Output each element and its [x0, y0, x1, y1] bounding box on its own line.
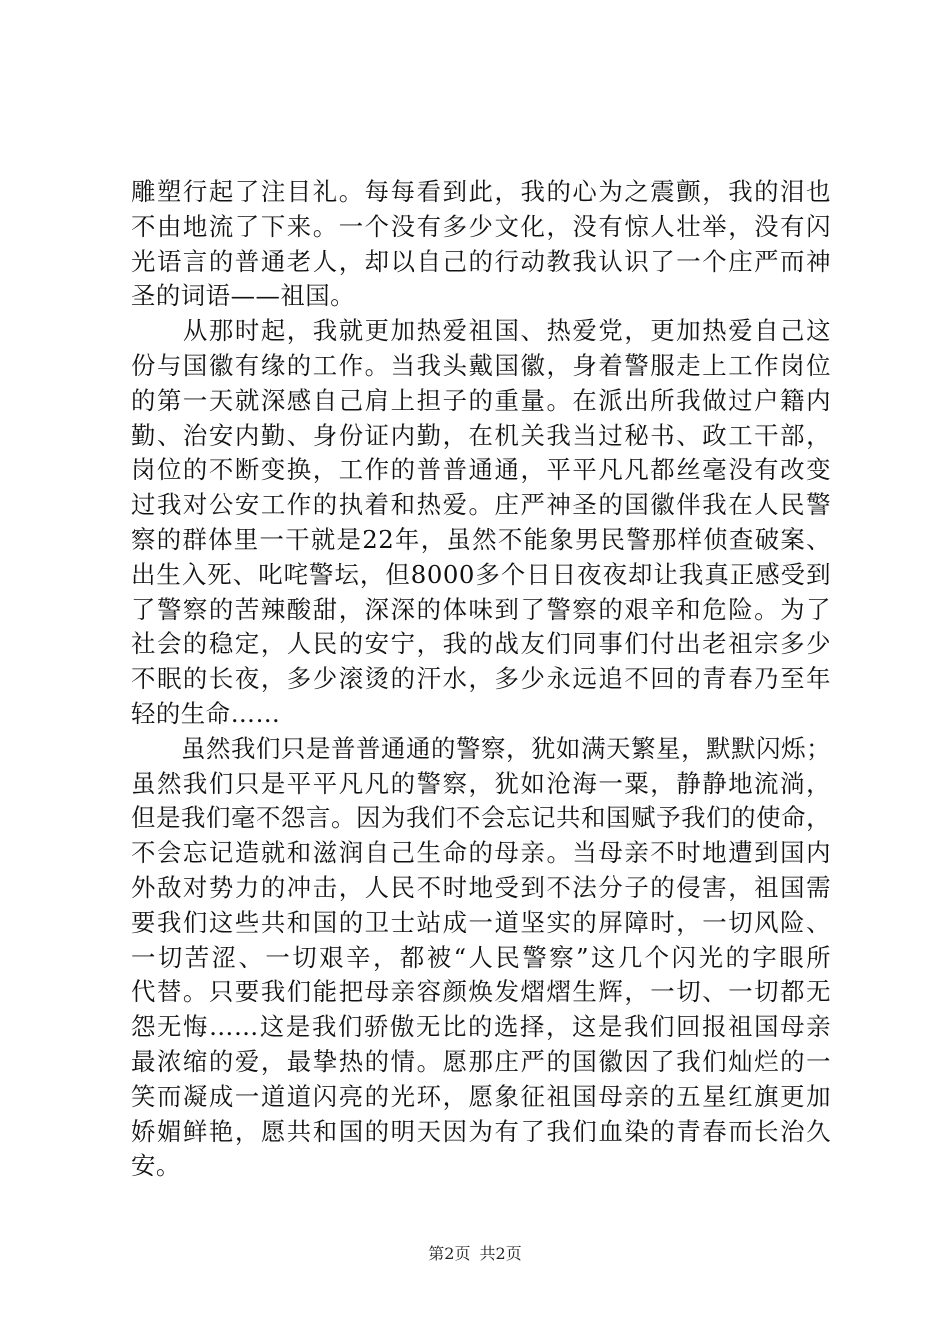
text-line: 从那时起，我就更加热爱祖国、热爱党，更加热爱自己这 — [131, 316, 831, 346]
page-number: 第2页 — [428, 1244, 471, 1263]
page-footer — [0, 1243, 950, 1265]
text-line: 岗位的不断变换，工作的普普通通，平平凡凡都丝毫没有改变 — [131, 455, 831, 485]
page-total: 共2页 — [479, 1244, 522, 1263]
text-line: 的第一天就深感自己肩上担子的重量。在派出所我做过户籍内 — [131, 385, 831, 415]
text-line: 出生入死、叱咤警坛，但8000多个日日夜夜却让我真正感受到 — [131, 559, 831, 589]
text-line: 圣的词语——祖国。 — [131, 281, 356, 311]
text-line: 光语言的普通老人，却以自己的行动教我认识了一个庄严而神 — [131, 246, 831, 276]
text-line: 勤、治安内勤、身份证内勤，在机关我当过秘书、政工干部， — [131, 420, 831, 450]
text-line: 雕塑行起了注目礼。每每看到此，我的心为之震颤，我的泪也 — [131, 177, 831, 206]
text-line: 察的群体里一干就是22年，虽然不能象男民警那样侦查破案、 — [131, 525, 831, 554]
text-line: 要我们这些共和国的卫士站成一道坚实的屏障时，一切风险、 — [131, 907, 831, 937]
text-line: 不眠的长夜，多少滚烫的汗水，多少永远追不回的青春乃至年 — [131, 664, 831, 694]
text-line: 但是我们毫不怨言。因为我们不会忘记共和国赋予我们的使命， — [131, 803, 831, 833]
text-line: 安。 — [131, 1151, 181, 1181]
text-line: 社会的稳定，人民的安宁，我的战友们同事们付出老祖宗多少 — [131, 629, 831, 659]
text-line: 不由地流了下来。一个没有多少文化，没有惊人壮举，没有闪 — [131, 211, 831, 241]
text-line: 过我对公安工作的执着和热爱。庄严神圣的国徽伴我在人民警 — [131, 490, 831, 520]
text-line: 最浓缩的爱，最挚热的情。愿那庄严的国徽因了我们灿烂的一 — [131, 1047, 831, 1076]
text-line: 虽然我们只是普普通通的警察，犹如满天繁星，默默闪烁； — [131, 733, 831, 763]
text-line: 外敌对势力的冲击，人民不时地受到不法分子的侵害，祖国需 — [131, 873, 831, 902]
text-line: 不会忘记造就和滋润自己生命的母亲。当母亲不时地遭到国内 — [131, 838, 831, 868]
text-line: 轻的生命…… — [131, 699, 281, 728]
text-line: 虽然我们只是平平凡凡的警察，犹如沧海一粟，静静地流淌， — [131, 768, 831, 798]
text-line: 笑而凝成一道道闪亮的光环，愿象征祖国母亲的五星红旗更加 — [131, 1081, 831, 1111]
text-line: 娇媚鲜艳，愿共和国的明天因为有了我们血染的青春而长治久 — [131, 1116, 831, 1146]
text-line: 一切苦涩、一切艰辛，都被“人民警察”这几个闪光的字眼所 — [131, 942, 831, 972]
text-line: 怨无悔……这是我们骄傲无比的选择，这是我们回报祖国母亲 — [131, 1012, 831, 1042]
text-line: 代替。只要我们能把母亲容颜焕发熠熠生辉，一切、一切都无 — [131, 977, 831, 1007]
text-line: 了警察的苦辣酸甜，深深的体味到了警察的艰辛和危险。为了 — [131, 594, 831, 624]
text-line: 份与国徽有缘的工作。当我头戴国徽，身着警服走上工作岗位 — [131, 351, 831, 380]
